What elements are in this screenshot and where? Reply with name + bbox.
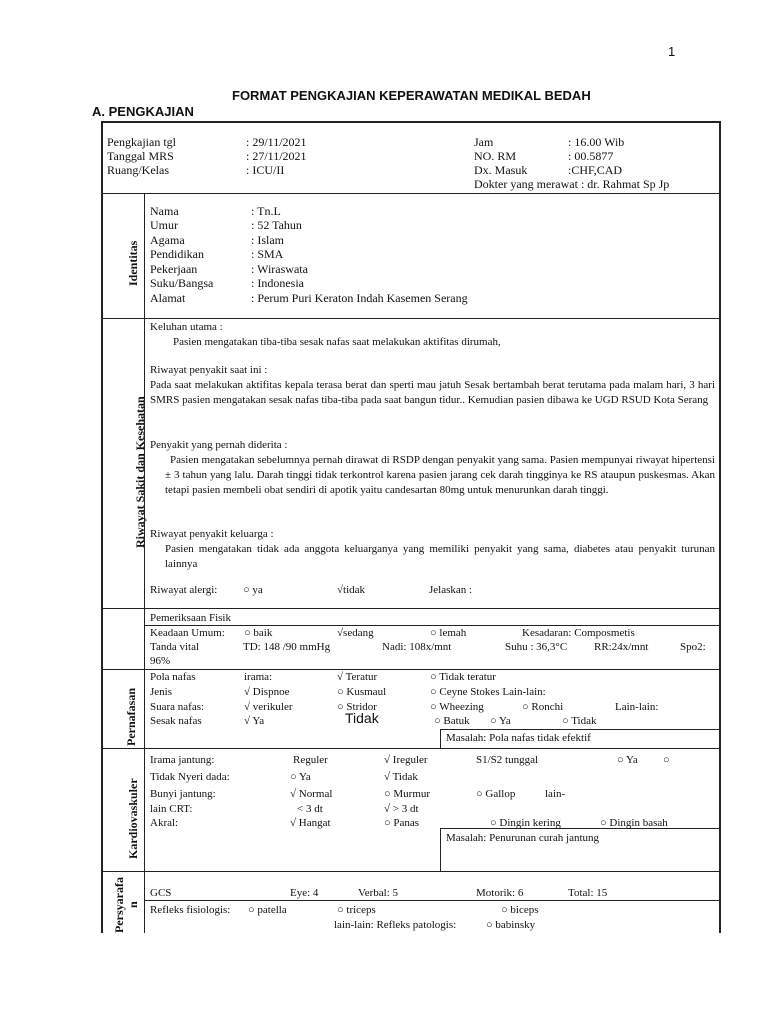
page-title: FORMAT PENGKAJIAN KEPERAWATAN MEDIKAL BEDAH [232,88,591,103]
ruang-kelas-label: Ruang/Kelas [107,163,169,177]
gcs-label: GCS [150,887,172,899]
suara-stridor-option[interactable]: ○ Stridor [337,701,377,713]
kardio-masalah: Masalah: Penurunan curah jantung [446,832,600,844]
jenis-ceyne-label: Ceyne Stokes Lain-lain: [439,686,546,698]
identitas-label: Nama [150,204,179,218]
jam-value: : 16.00 Wib [568,135,625,149]
td-value: TD: 148 /90 mmHg [243,641,331,653]
riwayat-saat-ini-label: Riwayat penyakit saat ini : [150,364,268,376]
batuk-option[interactable]: ○ Batuk [434,715,470,727]
bunyi-jantung-label: Bunyi jantung: [150,788,216,800]
spo2-value: 96% [150,655,171,667]
batuk-ya-label: Ya [499,715,511,727]
riwayat-keluarga-text: Pasien mengatakan tidak ada anggota keluarganya yang memiliki penyakit yang sama, diabetes atau penyakit turunan lainnya [165,543,715,570]
akral-hangat-option[interactable]: √ Hangat [290,817,331,829]
suara-verikuler-option[interactable]: √ verikuler [244,701,293,713]
kardio-side-label: Kardiovaskuler [126,778,140,859]
pemeriksaan-fisik-header: Pemeriksaan Fisik [150,612,231,624]
bunyi-normal-option[interactable]: √ Normal [290,788,333,800]
s1s2-ya-option[interactable]: ○ Ya [617,754,638,766]
gcs-motorik: Motorik: 6 [476,887,524,899]
jam-label: Jam [474,135,494,149]
keadaan-sedang-option[interactable]: √sedang [337,627,374,639]
dx-masuk-label: Dx. Masuk [474,163,528,177]
section-heading: A. PENGKAJIAN [92,104,194,119]
akral-label: Akral: [150,817,179,829]
suara-ronchi-option[interactable]: ○ Ronchi [522,701,564,713]
akral-dingin-kering-option[interactable]: ○ Dingin kering [490,817,561,829]
akral-panas-option[interactable]: ○ Panas [384,817,420,829]
patella-option[interactable]: ○ patella [248,904,287,916]
tanggal-mrs-label: Tanggal MRS [107,149,174,163]
riwayat-side-label: Riwayat Sakit dan Kesehatan [133,396,147,548]
pengkajian-tgl-label: Pengkajian tgl [107,135,176,149]
persyarafan-side-label-cont: n [126,901,140,908]
identitas-value: : Wiraswata [251,262,308,276]
refleks-fisiologis-label: Refleks fisiologis: [150,904,231,916]
identitas-value: : Islam [251,233,284,247]
suara-lain-label: Lain-lain: [615,701,659,713]
akral-dingin-kering-label: Dingin kering [499,817,561,829]
irama-reguler-option[interactable]: Reguler [293,754,328,766]
pola-nafas-label: Pola nafas [150,671,196,683]
rr-value: RR:24x/mnt [594,641,649,653]
keluhan-utama-text: Pasien mengatakan tiba-tiba sesak nafas saat melakukan aktifitas dirumah, [173,336,501,348]
riwayat-keluarga-label: Riwayat penyakit keluarga : [150,528,274,540]
akral-dingin-basah-label: Dingin basah [609,817,668,829]
persyarafan-side-label: Persyarafa [112,877,126,933]
tanggal-mrs-value: : 27/11/2021 [246,149,307,163]
pernafasan-masalah: Masalah: Pola nafas tidak efektif [446,732,591,744]
nadi-value: Nadi: 108x/mnt [382,641,452,653]
identitas-label: Pendidikan [150,247,204,261]
nyeri-ya-option[interactable]: ○ Ya [290,771,311,783]
bunyi-murmur-option[interactable]: ○ Murmur [384,788,431,800]
kesadaran: Kesadaran: Composmetis [522,627,635,639]
no-rm-value: : 00.5877 [568,149,614,163]
penyakit-pernah-text: Pasien mengatakan sebelumnya pernah dirawat di RSDP dengan penyakit yang sama. Pasien mempunyai riwayat hipertensi ± 3 tahun yang lalu. Darah tinggi tidak terkontrol karena pasien jarang cek darah tingginya ke RS ataupun puskesmas. Akan tetapi pasien membeli obat sendiri di apotik yaitu candesartan 80mg untuk menurunkan darah tinggi. [165,454,715,496]
babinsky-option[interactable]: ○ babinsky [486,919,536,931]
alergi-tidak-option[interactable]: √tidak [337,584,366,596]
akral-dingin-basah-option[interactable]: ○ Dingin basah [600,817,668,829]
biceps-option[interactable]: ○ biceps [501,904,539,916]
identitas-value: : Perum Puri Keraton Indah Kasemen Serang [251,291,468,305]
suara-ronchi-label: Ronchi [531,701,564,713]
s1s2-label: S1/S2 tunggal [476,754,539,766]
spo2-label: Spo2: [680,641,706,653]
no-rm-label: NO. RM [474,149,517,163]
dokter-merawat: Dokter yang merawat : dr. Rahmat Sp Jp [474,177,670,191]
nyeri-tidak-option[interactable]: √ Tidak [384,771,418,783]
pengkajian-tgl-value: : 29/11/2021 [246,135,307,149]
jenis-kusmaul-label: Kusmaul [346,686,387,698]
gcs-total: Total: 15 [568,887,608,899]
batuk-label: Batuk [443,715,470,727]
identitas-label: Alamat [150,291,186,305]
alergi-jelaskan: Jelaskan : [429,584,473,596]
identitas-value: : 52 Tahun [251,218,302,232]
identitas-label: Agama [150,233,185,247]
identitas-value: : Tn.L [251,204,281,218]
riwayat-saat-ini-text: Pada saat melakukan aktifitas kepala terasa berat dan sperti mau jatuh Sesak bertambah berat terutama pada malam hari, 3 hari SMRS pasien mengatakan sesak nafas tiba-tiba pada saat bangun tidur.. Kemudian pasien dibawa ke UGD RSUD Kota Serang [150,379,715,406]
identitas-label: Pekerjaan [150,262,198,276]
keadaan-lemah-label: lemah [439,627,467,639]
triceps-option[interactable]: ○ triceps [337,904,376,916]
s1s2-ya-label: Ya [626,754,638,766]
ruang-kelas-value: : ICU/II [246,163,285,177]
lain-crt-label: lain CRT: [150,803,193,815]
alergi-ya-label: ya [252,584,263,596]
bunyi-murmur-label: Murmur [393,788,431,800]
batuk-tidak-option[interactable]: ○ Tidak [562,715,597,727]
pernafasan-side-label: Pernafasan [124,688,138,746]
pola-teratur-option[interactable]: √ Teratur [337,671,378,683]
sesak-nafas-label: Sesak nafas [150,715,202,727]
keadaan-baik-label: baik [253,627,273,639]
pola-tidak-teratur-option[interactable]: ○ Tidak teratur [430,671,496,683]
suhu-value: Suhu : 36,3°C [505,641,568,653]
irama-ireguler-option[interactable]: √ Ireguler [384,754,428,766]
pola-irama-label: irama: [244,671,273,683]
sesak-ya-option[interactable]: √ Ya [244,715,265,727]
keadaan-umum-label: Keadaan Umum: [150,627,225,639]
dx-masuk-value: :CHF,CAD [568,163,623,177]
sesak-tidak-option[interactable]: Tidak [345,710,379,726]
jenis-dispnoe-option[interactable]: √ Dispnoe [244,686,290,698]
identitas-value: : SMA [251,247,284,261]
identitas-label: Umur [150,218,178,232]
identitas-side-label: Identitas [126,240,140,286]
suara-nafas-label: Suara nafas: [150,701,205,713]
identitas-label: Suku/Bangsa [150,276,214,290]
bunyi-gallop-label: Gallop [485,788,516,800]
suara-wheezing-option[interactable]: ○ Wheezing [430,701,484,713]
alergi-ya-option[interactable]: ○ ya [243,584,263,596]
crt-lebih-option[interactable]: √ > 3 dt [384,803,419,815]
page-number: 1 [668,44,676,59]
tanda-vital-label: Tanda vital [150,641,200,653]
triceps-label: triceps [346,904,376,916]
gcs-eye: Eye: 4 [290,887,319,899]
babinsky-label: babinsky [495,919,536,931]
keadaan-baik-option[interactable]: ○ baik [244,627,273,639]
identitas-value: : Indonesia [251,276,304,290]
penyakit-pernah-label: Penyakit yang pernah diderita : [150,439,288,451]
nyeri-dada-label: Tidak Nyeri dada: [150,771,230,783]
bunyi-gallop-option[interactable]: ○ Gallop [476,788,516,800]
suara-wheezing-label: Wheezing [439,701,484,713]
keadaan-lemah-option[interactable]: ○ lemah [430,627,467,639]
batuk-ya-option[interactable]: ○ Ya [490,715,511,727]
jenis-label: Jenis [150,686,172,698]
riwayat-alergi-label: Riwayat alergi: [150,584,218,596]
crt-kurang-option[interactable]: < 3 dt [297,803,323,815]
biceps-label: biceps [510,904,539,916]
keluhan-utama-label: Keluhan utama : [150,321,223,333]
akral-panas-label: Panas [393,817,420,829]
bunyi-lain-label: lain- [545,788,566,800]
pola-tidak-teratur-label: Tidak teratur [439,671,496,683]
s1s2-tidak-option[interactable]: ○ [663,754,670,766]
nyeri-ya-label: Ya [299,771,311,783]
batuk-tidak-label: Tidak [571,715,597,727]
suara-stridor-label: Stridor [346,701,377,713]
patella-label: patella [257,904,287,916]
irama-jantung-label: Irama jantung: [150,754,215,766]
gcs-verbal: Verbal: 5 [358,887,399,899]
jenis-kusmaul-option[interactable]: ○ Kusmaul [337,686,387,698]
refleks-patologis-label: lain-lain: Refleks patologis: [334,919,457,931]
jenis-ceyne-option[interactable]: ○ Ceyne Stokes Lain-lain: [430,686,546,698]
